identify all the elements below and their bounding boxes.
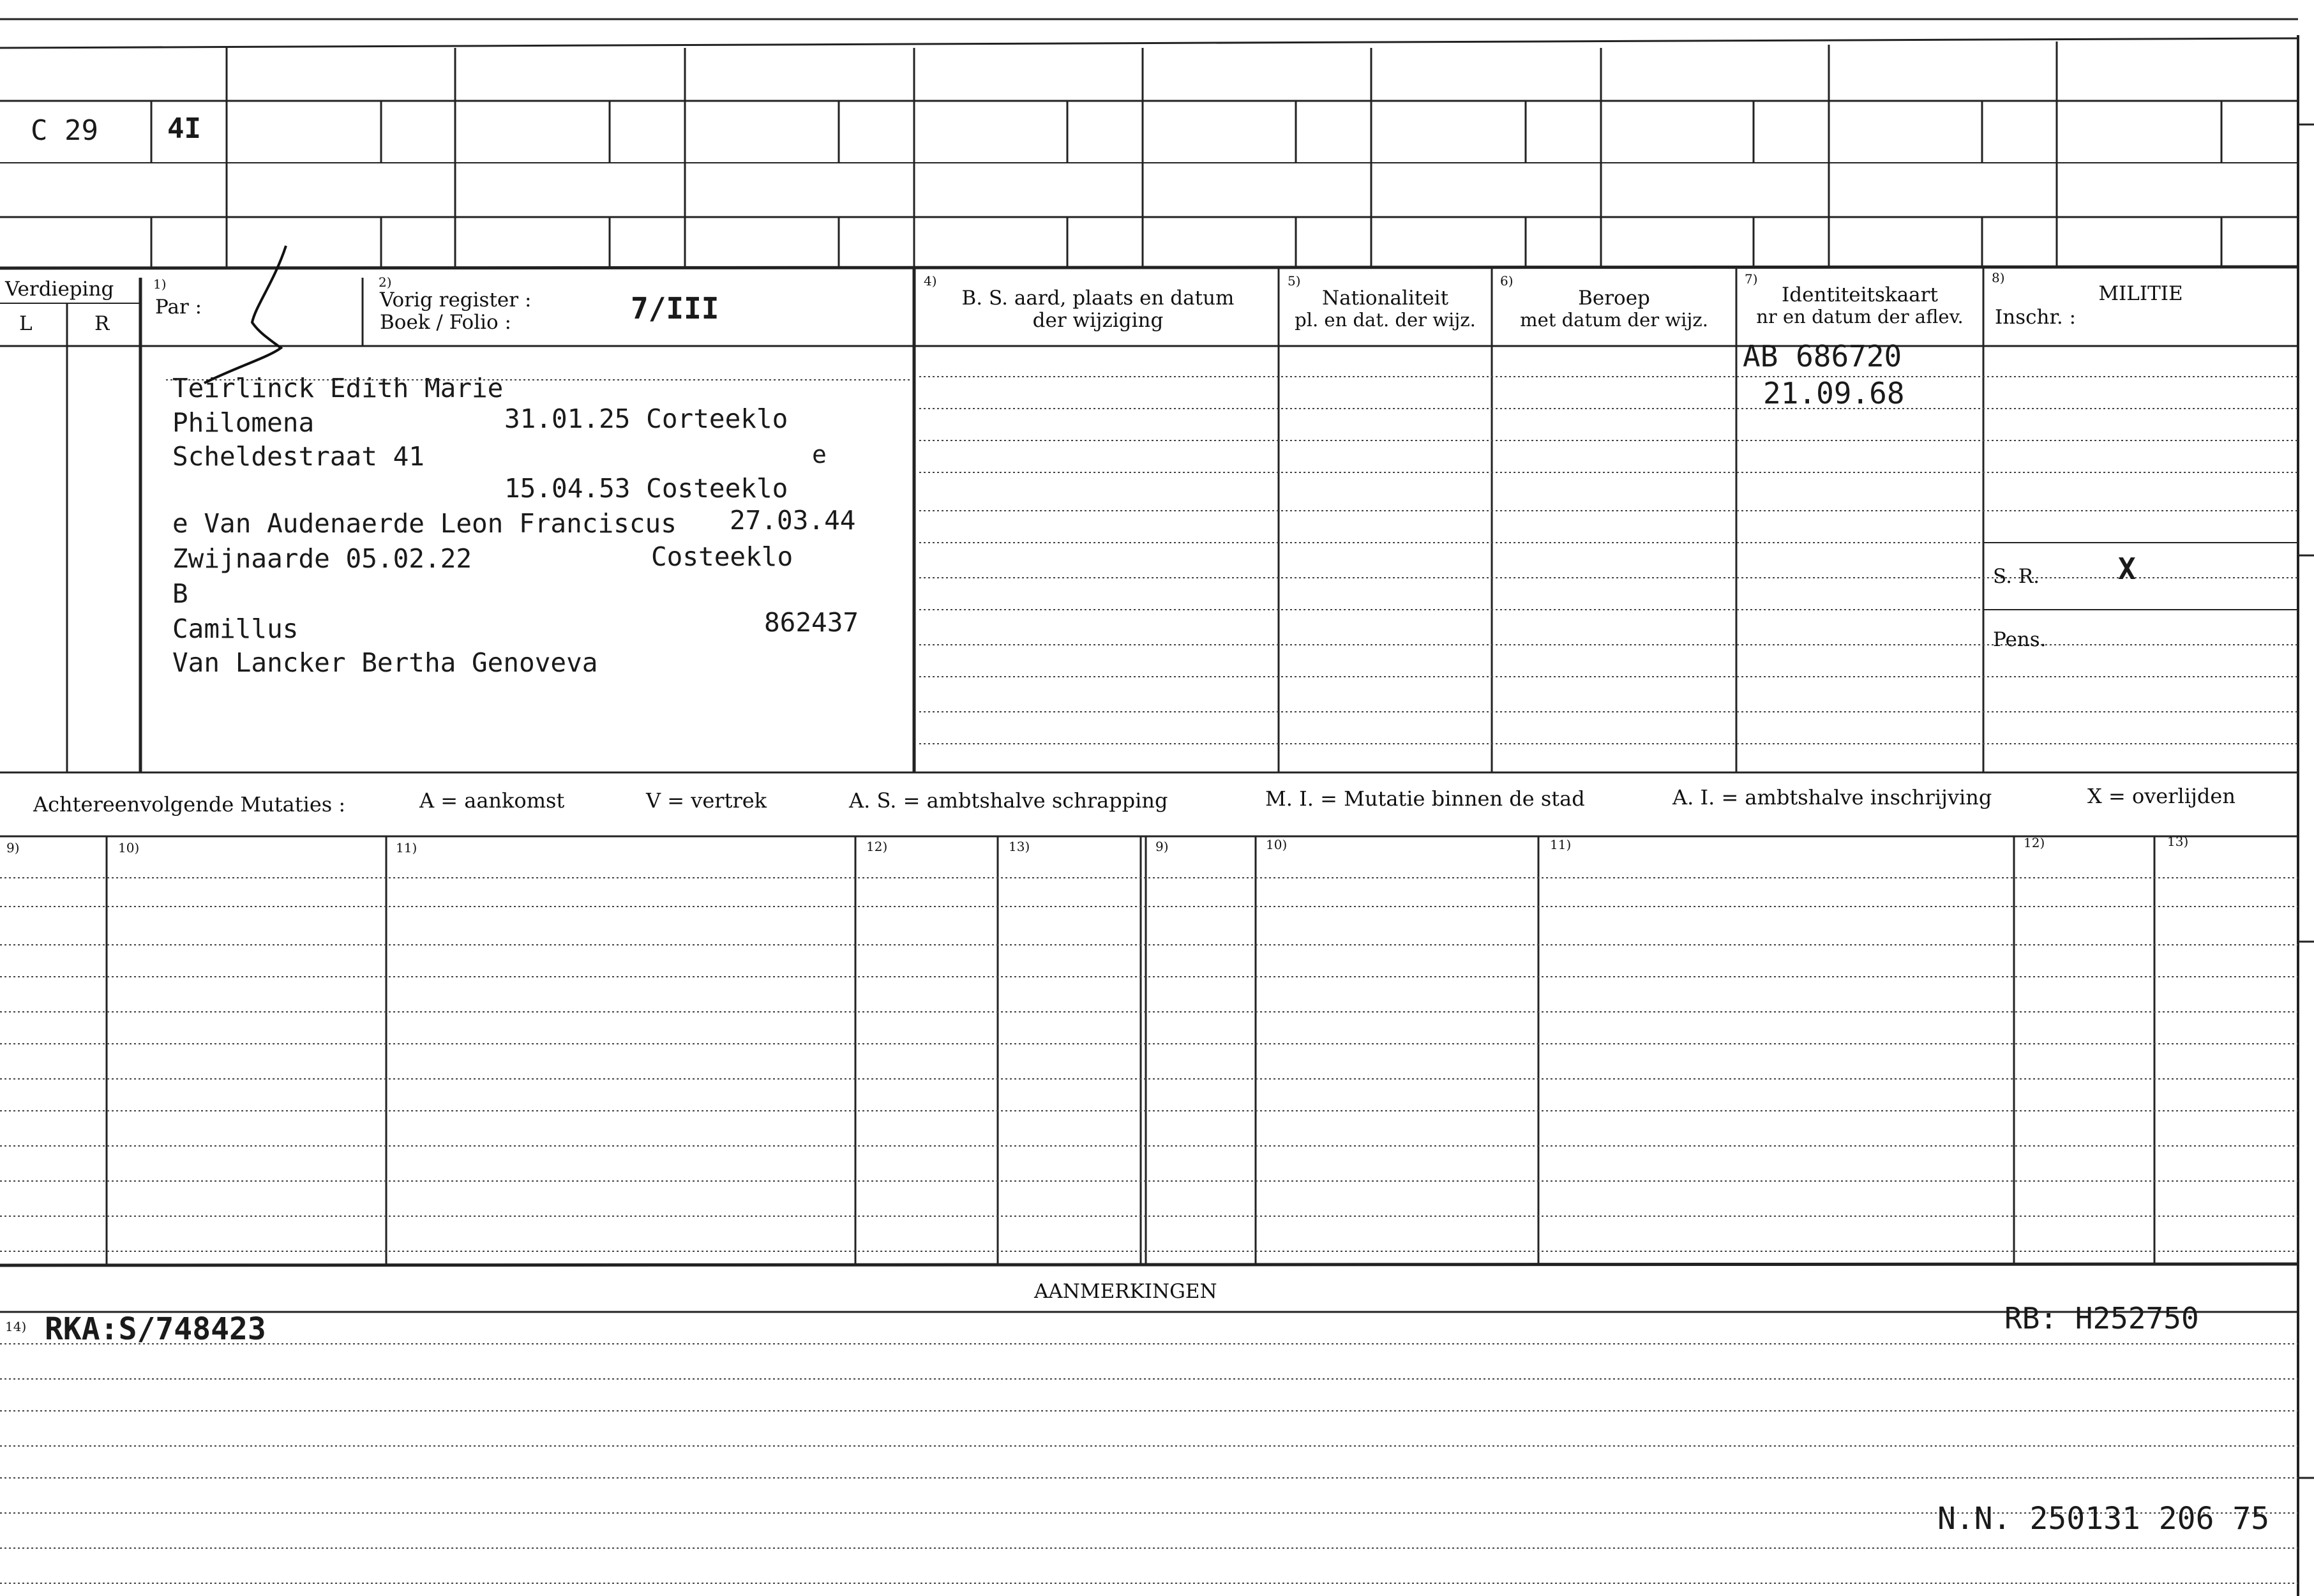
mutation-col-11a: 11) [396,840,417,855]
handwritten-bracket [204,246,286,383]
par-label: Par : [155,296,202,319]
pens-label: Pens. [1993,628,2047,651]
nationaliteit-header-line1: Nationaliteit [1321,287,1449,310]
block-code: C 29 [31,114,98,147]
sr-label: S. R. [1993,565,2040,588]
person-number: 862437 [764,607,859,638]
mutation-col-13b: 13) [2167,834,2189,849]
id-card-number: AB 686720 [1743,339,1902,373]
mutation-col-10a: 10) [118,840,140,855]
legend-x: X = overlijden [2087,784,2235,808]
sr-value: X [2118,552,2136,586]
col-number-14: 14) [5,1319,27,1334]
vorig-register-label: Vorig register : [380,289,532,312]
person-spouse-place: Costeeklo [651,541,793,572]
remark-nn: N.N. 250131 206 75 [1937,1501,2270,1537]
remarks-title: AANMERKINGEN [1034,1280,1217,1303]
mutation-col-11b: 11) [1550,837,1572,852]
col-number-2: 2) [379,275,392,290]
person-father: Camillus [172,614,299,644]
person-firstname2: Philomena [172,407,315,438]
identiteitskaart-header-line2: nr en datum der aflev. [1756,306,1964,327]
register-value: 7/III [631,291,719,326]
bs-header-line1: B. S. aard, plaats en datum [961,287,1235,310]
id-card-date: 21.09.68 [1763,376,1905,410]
boek-folio-label: Boek / Folio : [380,311,511,334]
verdieping-r-label: R [94,312,110,335]
person-spouse-birth: Zwijnaarde 05.02.22 [172,543,472,574]
legend-mi: M. I. = Mutatie binnen de stad [1265,787,1585,811]
person-name: Teirlinck Edith Marie [172,373,504,403]
person-spouse: e Van Audenaerde Leon Franciscus [172,508,677,539]
mutation-col-10b: 10) [1266,837,1288,852]
col-number-1: 1) [153,276,167,292]
inschr-label: Inschr. : [1995,306,2077,329]
col-number-6: 6) [1500,273,1514,289]
legend-v: V = vertrek [646,788,767,813]
person-b: B [172,578,188,609]
col-number-8: 8) [1992,270,2005,285]
mutations-legend-title: Achtereenvolgende Mutaties : [33,792,346,817]
mutation-col-12b: 12) [2024,835,2045,850]
mutation-col-9b: 9) [1155,839,1169,854]
mutation-col-9a: 9) [6,840,20,855]
col-number-5: 5) [1288,273,1301,289]
col-number-7: 7) [1745,271,1758,287]
beroep-header-line2: met datum der wijz. [1520,309,1708,331]
person-street: Scheldestraat 41 [172,441,424,472]
person-mother: Van Lancker Bertha Genoveva [172,647,598,678]
legend-as: A. S. = ambtshalve schrapping [849,788,1168,813]
verdieping-l-label: L [19,312,33,335]
verdieping-label: Verdieping [5,278,114,301]
remark-rb: RB: H252750 [2004,1301,2199,1336]
remark-rka: RKA:S/748423 [45,1311,266,1347]
beroep-header-line1: Beroep [1578,287,1650,310]
nationaliteit-header-line2: pl. en dat. der wijz. [1295,309,1476,331]
mutation-col-13a: 13) [1009,839,1030,854]
legend-a: A = aankomst [419,788,565,813]
block-number: 4I [167,112,201,145]
bs-header-line2: der wijziging [1032,309,1164,332]
militie-header: MILITIE [2098,282,2183,305]
mutation-col-12a: 12) [866,839,888,854]
person-marriage: 15.04.53 Costeeklo [504,473,788,504]
person-spouse-date: 27.03.44 [730,505,856,536]
person-birth: 31.01.25 Corteeklo [504,403,788,434]
legend-ai: A. I. = ambtshalve inschrijving [1672,785,1992,809]
col-number-4: 4) [924,273,937,289]
identiteitskaart-header-line1: Identiteitskaart [1782,283,1938,306]
person-letter-e: e [812,440,827,469]
